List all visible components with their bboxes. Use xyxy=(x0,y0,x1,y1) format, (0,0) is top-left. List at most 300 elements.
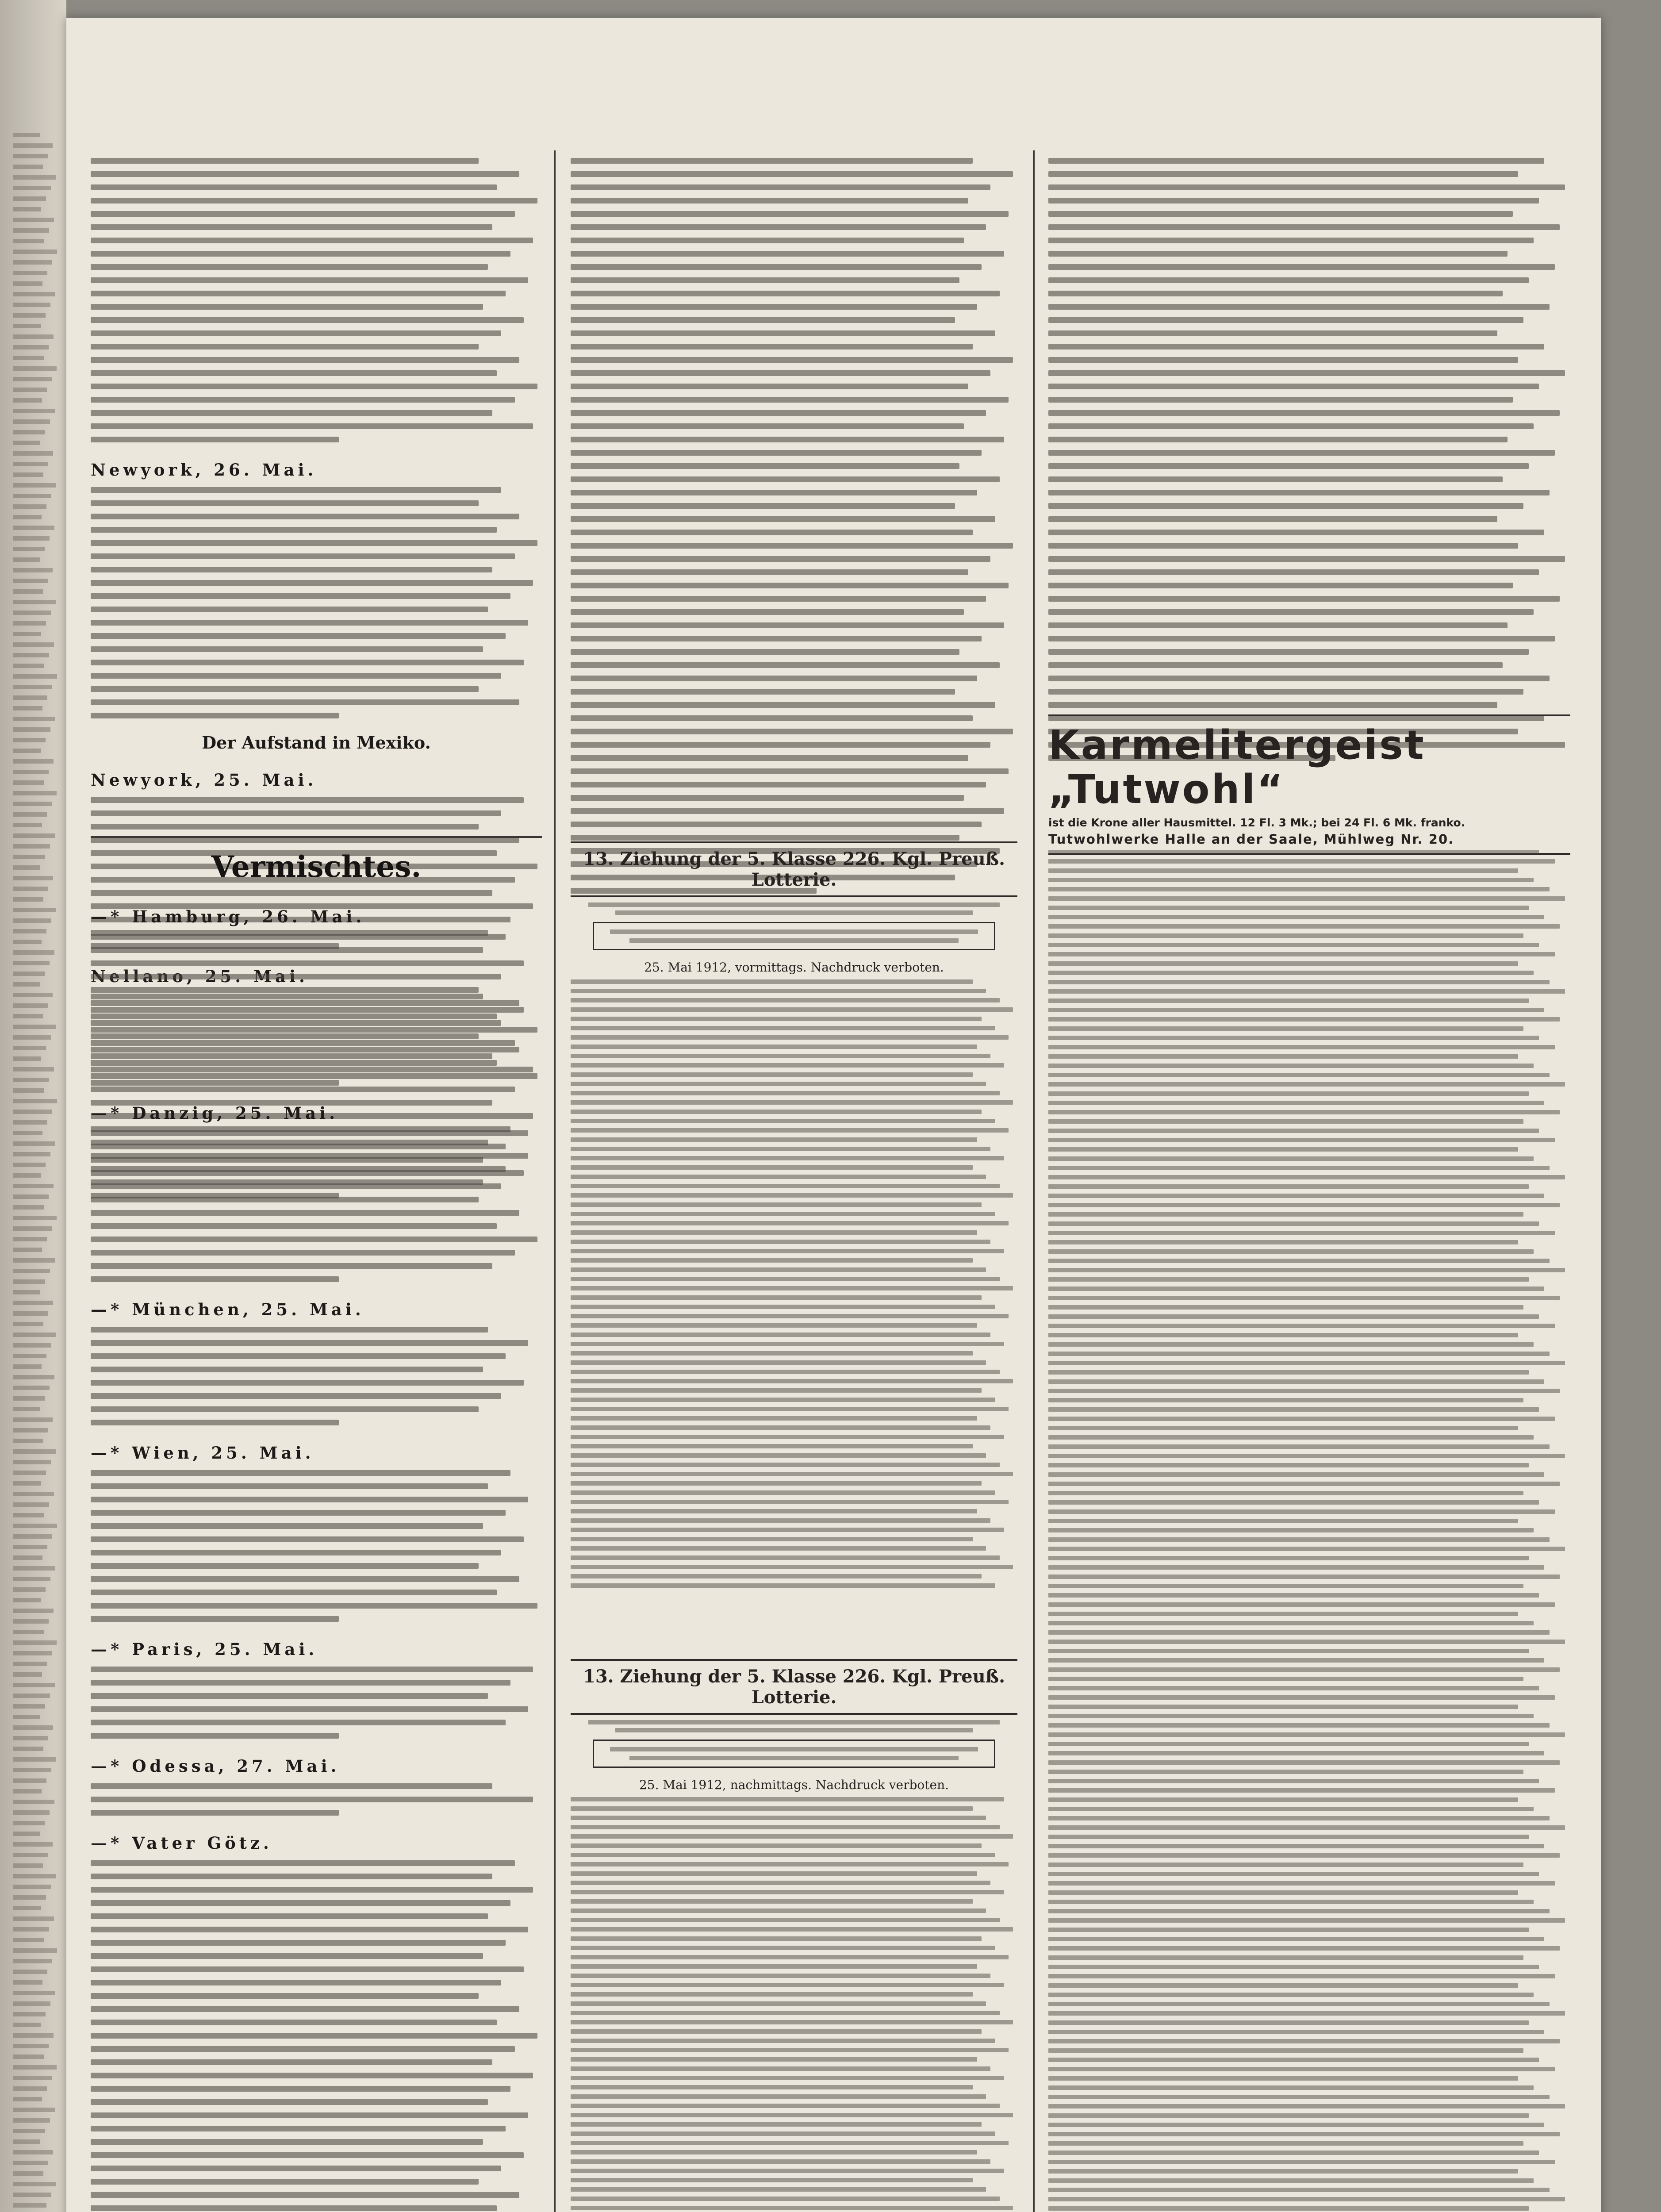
text-line xyxy=(1048,636,1555,641)
number-row xyxy=(571,998,1000,1002)
number-row xyxy=(571,1063,1004,1068)
lottery-list-continued xyxy=(1048,845,1570,2212)
adjacent-page-text-line xyxy=(13,1598,41,1602)
number-row xyxy=(571,1463,1000,1467)
text-line xyxy=(91,1080,339,1086)
number-row xyxy=(571,1425,990,1430)
adjacent-page-text-line xyxy=(13,1555,42,1560)
number-row xyxy=(571,1323,977,1328)
text-line xyxy=(91,1014,497,1019)
number-row xyxy=(1048,1788,1555,1793)
adjacent-page-text-line xyxy=(13,780,44,785)
text-line xyxy=(1048,702,1497,708)
adjacent-page-text-line xyxy=(13,1269,50,1273)
number-row xyxy=(571,1333,990,1337)
text-line xyxy=(91,1497,528,1502)
number-row xyxy=(1048,1324,1555,1328)
text-line xyxy=(571,795,964,801)
text-line xyxy=(91,384,537,389)
adjacent-page-text-line xyxy=(13,1248,42,1252)
adjacent-page-text-line xyxy=(13,621,46,626)
text-line xyxy=(91,2152,524,2158)
adjacent-page-text-line xyxy=(13,1502,49,1507)
adjacent-page-edge xyxy=(0,0,66,2212)
body-text xyxy=(91,1130,542,1282)
adjacent-page-text-line xyxy=(13,1205,44,1210)
adjacent-page-text-line xyxy=(13,1609,54,1613)
text-line xyxy=(91,947,483,953)
number-row xyxy=(571,989,986,993)
text-line xyxy=(91,1223,497,1229)
text-line xyxy=(91,1340,528,1346)
number-row xyxy=(1048,1426,1518,1430)
adjacent-page-text-line xyxy=(13,1619,49,1624)
adjacent-page-text-line xyxy=(13,547,45,551)
number-row xyxy=(571,1964,977,1969)
number-row xyxy=(1048,1881,1555,1886)
text-line xyxy=(91,1067,533,1072)
text-line xyxy=(91,1563,479,1569)
number-row xyxy=(1048,2039,1560,2043)
adjacent-page-text-line xyxy=(13,1545,47,1549)
number-row xyxy=(1048,1231,1555,1235)
text-line xyxy=(571,835,959,841)
number-row xyxy=(1048,1333,1518,1337)
text-line xyxy=(571,543,1013,549)
body-text xyxy=(571,158,1017,894)
adjacent-page-text-line xyxy=(13,1980,42,1985)
number-row xyxy=(1048,1156,1534,1161)
number-row xyxy=(571,1370,1000,1374)
text-line xyxy=(91,171,519,177)
number-row xyxy=(571,979,973,984)
dateline: —* Odessa, 27. Mai. xyxy=(91,1756,340,1776)
number-row xyxy=(1048,1352,1550,1356)
text-line xyxy=(1048,649,1529,655)
adjacent-page-text-line xyxy=(13,1131,42,1135)
number-row xyxy=(1048,1008,1544,1012)
adjacent-page-text-line xyxy=(13,303,50,307)
text-line xyxy=(1048,609,1534,615)
number-row xyxy=(571,1797,1004,1801)
number-row xyxy=(1048,1844,1544,1848)
number-row xyxy=(571,2150,977,2154)
adjacent-page-text-line xyxy=(13,2108,55,2112)
number-row xyxy=(1048,887,1550,891)
column-1 xyxy=(91,150,542,832)
number-row xyxy=(571,1230,977,1235)
adjacent-page-text-line xyxy=(13,1226,52,1231)
adjacent-page-text-line xyxy=(13,409,55,413)
number-row xyxy=(1048,1305,1523,1310)
text-line xyxy=(91,1367,483,1372)
number-row xyxy=(1048,1918,1565,1923)
adjacent-page-text-line xyxy=(13,1141,55,1146)
number-row xyxy=(1048,1500,1539,1505)
lottery-list-afternoon xyxy=(571,1659,1017,2212)
text-line xyxy=(91,540,537,546)
text-line xyxy=(91,1183,501,1189)
number-row xyxy=(571,1500,1009,1504)
number-row xyxy=(1048,1091,1529,1096)
text-line xyxy=(91,797,524,803)
text-line xyxy=(91,1680,510,1686)
number-row xyxy=(1048,1054,1518,1059)
text-line xyxy=(1048,198,1539,204)
text-line xyxy=(571,569,968,575)
text-line xyxy=(91,1913,488,1919)
adjacent-page-text-line xyxy=(13,1046,46,1050)
number-row xyxy=(1048,2113,1529,2118)
number-row xyxy=(1048,1472,1544,1477)
number-row xyxy=(1048,1547,1565,1551)
number-row xyxy=(571,1834,1013,1839)
number-row xyxy=(571,1992,973,1997)
adjacent-page-text-line xyxy=(13,2076,52,2080)
number-row xyxy=(1048,989,1565,994)
number-row xyxy=(1048,1286,1544,1291)
adjacent-page-text-line xyxy=(13,2129,45,2133)
text-line xyxy=(571,370,990,376)
number-row xyxy=(1048,1129,1539,1133)
adjacent-page-text-line xyxy=(13,2193,51,2197)
adjacent-page-text-line xyxy=(13,1343,51,1348)
text-line xyxy=(91,1860,515,1866)
number-row xyxy=(571,1017,982,1021)
text-line xyxy=(91,2166,501,2171)
adjacent-page-text-line xyxy=(13,462,48,466)
adjacent-page-text-line xyxy=(13,557,40,562)
body-text xyxy=(91,1470,542,1622)
text-line xyxy=(571,622,1004,628)
number-row xyxy=(571,1909,986,1913)
number-row xyxy=(1048,1695,1555,1700)
number-row xyxy=(1048,1649,1529,1653)
number-row xyxy=(1048,2206,1529,2211)
adjacent-page-text-line xyxy=(13,228,49,233)
adjacent-page-text-line xyxy=(13,292,55,296)
adjacent-page-text-line xyxy=(13,1630,44,1634)
text-line xyxy=(91,238,533,243)
dateline: —* Wien, 25. Mai. xyxy=(91,1443,315,1463)
number-row xyxy=(571,1249,1004,1253)
text-line xyxy=(91,1590,497,1595)
text-line xyxy=(91,2020,497,2025)
number-row xyxy=(571,1258,973,1263)
adjacent-page-text-line xyxy=(13,632,41,636)
text-line xyxy=(571,238,964,243)
adjacent-page-text-line xyxy=(13,1704,45,1709)
adjacent-page-text-line xyxy=(13,993,53,997)
text-line xyxy=(91,2006,519,2012)
text-line xyxy=(91,1130,528,1136)
text-line xyxy=(1048,397,1513,403)
text-line xyxy=(91,2192,519,2198)
adjacent-page-text-line xyxy=(13,1757,56,1762)
text-line xyxy=(91,184,497,190)
adjacent-page-text-line xyxy=(13,196,46,201)
text-line xyxy=(571,755,968,761)
text-line xyxy=(571,410,986,416)
dateline: —* Paris, 25. Mai. xyxy=(91,1640,318,1659)
adjacent-page-text-line xyxy=(13,472,43,477)
number-row xyxy=(571,1007,1013,1012)
adjacent-page-text-line xyxy=(13,1800,54,1804)
number-row xyxy=(1048,1240,1518,1244)
number-row xyxy=(571,2011,1000,2015)
adjacent-page-text-line xyxy=(13,759,54,764)
number-row xyxy=(1048,1175,1565,1179)
text-line xyxy=(571,450,982,456)
adjacent-page-text-line xyxy=(13,897,43,902)
text-line xyxy=(91,1170,524,1176)
number-row xyxy=(1048,1640,1565,1644)
number-row xyxy=(1048,2160,1555,2164)
number-row xyxy=(571,1054,990,1058)
ad-address-line: Tutwohlwerke Halle an der Saale, Mühlweg Nr. 20. xyxy=(1048,832,1454,847)
adjacent-page-text-line xyxy=(13,823,42,827)
text-line xyxy=(1048,490,1550,495)
number-row xyxy=(1048,1900,1534,1904)
number-row xyxy=(1048,1064,1534,1068)
adjacent-page-text-line xyxy=(13,2055,44,2059)
text-line xyxy=(91,487,501,493)
adjacent-page-text-line xyxy=(13,1587,46,1592)
text-line xyxy=(571,715,973,721)
adjacent-page-text-line xyxy=(13,1322,43,1326)
adjacent-page-text-line xyxy=(13,706,42,710)
number-row xyxy=(571,1853,995,1857)
text-line xyxy=(571,357,1013,363)
adjacent-page-text-line xyxy=(13,1778,46,1783)
number-row xyxy=(1048,915,1544,919)
text-line xyxy=(91,2059,492,2065)
adjacent-page-text-line xyxy=(13,281,42,286)
text-line xyxy=(571,822,982,827)
lottery-title: 13. Ziehung der 5. Klasse 226. Kgl. Preuß. Lotterie. xyxy=(571,1659,1017,1715)
adjacent-page-text-line xyxy=(13,441,40,445)
dateline: Newyork, 26. Mai. xyxy=(91,460,317,480)
adjacent-page-text-line xyxy=(13,2150,53,2154)
adjacent-page-text-line xyxy=(13,1449,56,1454)
text-line xyxy=(91,410,492,416)
number-row xyxy=(1048,1370,1529,1375)
text-line xyxy=(91,960,524,966)
number-row xyxy=(571,2122,982,2127)
number-row xyxy=(571,1407,1009,1411)
number-row xyxy=(571,1416,977,1421)
text-line xyxy=(91,1157,483,1163)
lottery-note xyxy=(571,902,1017,915)
text-line xyxy=(571,689,955,695)
text-line xyxy=(571,437,1004,442)
lottery-notice-box xyxy=(593,922,995,950)
adjacent-page-text-line xyxy=(13,1863,43,1868)
number-row xyxy=(571,2020,1013,2024)
number-row xyxy=(571,1184,1000,1188)
number-row xyxy=(1048,1277,1529,1282)
text-line xyxy=(91,344,479,349)
number-row xyxy=(571,1165,973,1170)
adjacent-page-text-line xyxy=(13,950,54,955)
text-line xyxy=(571,304,977,310)
number-row xyxy=(571,1360,986,1365)
number-row xyxy=(571,1314,1009,1318)
number-row xyxy=(1048,1314,1539,1319)
adjacent-page-text-line xyxy=(13,1184,54,1188)
text-line xyxy=(91,2099,488,2105)
number-row xyxy=(571,2104,1000,2108)
text-line xyxy=(1048,277,1529,283)
number-row xyxy=(1048,952,1555,956)
adjacent-page-text-line xyxy=(13,366,57,371)
number-row xyxy=(1048,1705,1518,1709)
adjacent-page-text-line xyxy=(13,940,42,944)
number-row xyxy=(571,1110,982,1114)
dateline: —* München, 25. Mai. xyxy=(91,1300,364,1319)
adjacent-page-text-line xyxy=(13,1916,54,1921)
draw-date: 25. Mai 1912, nachmittags. Nachdruck verboten. xyxy=(639,1778,949,1792)
number-row xyxy=(1048,1677,1523,1681)
text-line xyxy=(91,224,492,230)
text-line xyxy=(91,1406,479,1412)
text-line xyxy=(1048,437,1508,442)
adjacent-page-text-line xyxy=(13,1885,51,1889)
adjacent-page-text-line xyxy=(13,430,45,434)
number-row xyxy=(571,1240,990,1244)
text-line xyxy=(1048,344,1544,349)
number-row xyxy=(1048,1249,1534,1254)
number-row xyxy=(1048,1045,1555,1049)
text-line xyxy=(91,1706,528,1712)
number-row xyxy=(1048,980,1550,984)
number-row xyxy=(1048,2151,1539,2155)
adjacent-page-text-line xyxy=(13,738,46,742)
text-line xyxy=(91,2046,515,2052)
text-line xyxy=(571,158,973,164)
number-row xyxy=(571,1082,986,1086)
text-line xyxy=(91,1733,339,1739)
adjacent-page-text-line xyxy=(13,1874,56,1878)
number-row xyxy=(1048,1658,1544,1663)
text-line xyxy=(91,291,506,296)
text-line xyxy=(91,1810,339,1816)
text-line xyxy=(91,1576,519,1582)
number-row xyxy=(1048,1946,1560,1951)
number-row xyxy=(1048,1760,1560,1765)
number-row xyxy=(571,1453,986,1458)
number-row xyxy=(1048,933,1523,938)
adjacent-page-text-line xyxy=(13,1672,42,1677)
number-row xyxy=(1048,1770,1523,1774)
text-line xyxy=(91,1693,488,1699)
text-line xyxy=(1048,583,1513,588)
dateline: —* Danzig, 25. Mai. xyxy=(91,1103,339,1123)
text-line xyxy=(1048,211,1513,217)
number-row xyxy=(1048,1166,1550,1170)
number-row xyxy=(1048,1073,1550,1077)
adjacent-page-text-line xyxy=(13,398,42,403)
adjacent-page-text-line xyxy=(13,1906,41,1910)
text-line xyxy=(91,2139,483,2145)
text-line xyxy=(91,1210,519,1216)
number-row xyxy=(571,2178,973,2182)
adjacent-page-text-line xyxy=(13,186,51,190)
number-row xyxy=(1048,943,1539,947)
text-line xyxy=(91,1966,524,1972)
text-line xyxy=(91,277,528,283)
adjacent-page-text-line xyxy=(13,1471,46,1475)
text-line xyxy=(91,1887,533,1893)
number-row xyxy=(1048,1361,1565,1365)
number-row xyxy=(1048,1417,1555,1421)
text-line xyxy=(571,184,990,190)
adjacent-page-text-line xyxy=(13,334,54,339)
text-line xyxy=(91,567,492,572)
text-line xyxy=(571,251,1004,257)
number-row xyxy=(1048,868,1518,873)
adjacent-page-text-line xyxy=(13,876,53,880)
adjacent-page-text-line xyxy=(13,717,55,721)
adjacent-page-text-line xyxy=(13,250,57,254)
number-row xyxy=(1048,2197,1565,2201)
adjacent-page-text-line xyxy=(13,918,51,923)
adjacent-page-text-line xyxy=(13,1110,52,1114)
text-line xyxy=(1048,450,1555,456)
text-line xyxy=(1048,503,1523,509)
number-row xyxy=(571,1398,995,1402)
text-line xyxy=(1048,370,1565,376)
text-line xyxy=(571,808,1004,814)
number-row xyxy=(1048,998,1529,1003)
column-2 xyxy=(91,841,542,2212)
number-row xyxy=(1048,1686,1539,1690)
body-text xyxy=(91,158,542,442)
number-row xyxy=(1048,1268,1565,1272)
number-row xyxy=(571,1983,1004,1987)
text-line xyxy=(91,1940,506,1946)
text-line xyxy=(91,646,483,652)
text-line xyxy=(91,1536,524,1542)
text-line xyxy=(91,1276,339,1282)
text-line xyxy=(91,437,339,442)
text-line xyxy=(1048,384,1539,389)
adjacent-page-text-line xyxy=(13,1534,52,1539)
number-row xyxy=(1048,1519,1518,1523)
adjacent-page-text-line xyxy=(13,483,56,488)
text-line xyxy=(91,1263,492,1269)
text-line xyxy=(1048,530,1544,535)
body-text xyxy=(91,1327,542,1425)
text-line xyxy=(1048,291,1503,296)
text-line xyxy=(1048,224,1560,230)
text-line xyxy=(1048,317,1523,323)
number-row xyxy=(1048,1259,1550,1263)
number-row xyxy=(571,1537,973,1541)
text-line xyxy=(91,1053,492,1059)
text-line xyxy=(91,1616,339,1622)
adjacent-page-text-line xyxy=(13,2033,54,2038)
adjacent-page-text-line xyxy=(13,1736,48,1740)
text-line xyxy=(571,397,1009,403)
text-line xyxy=(91,810,501,816)
number-row xyxy=(1048,1602,1555,1607)
number-row xyxy=(1048,850,1539,854)
number-row xyxy=(571,1546,986,1551)
text-line xyxy=(1048,357,1518,363)
adjacent-page-text-line xyxy=(13,1460,51,1464)
number-row xyxy=(571,1518,990,1523)
